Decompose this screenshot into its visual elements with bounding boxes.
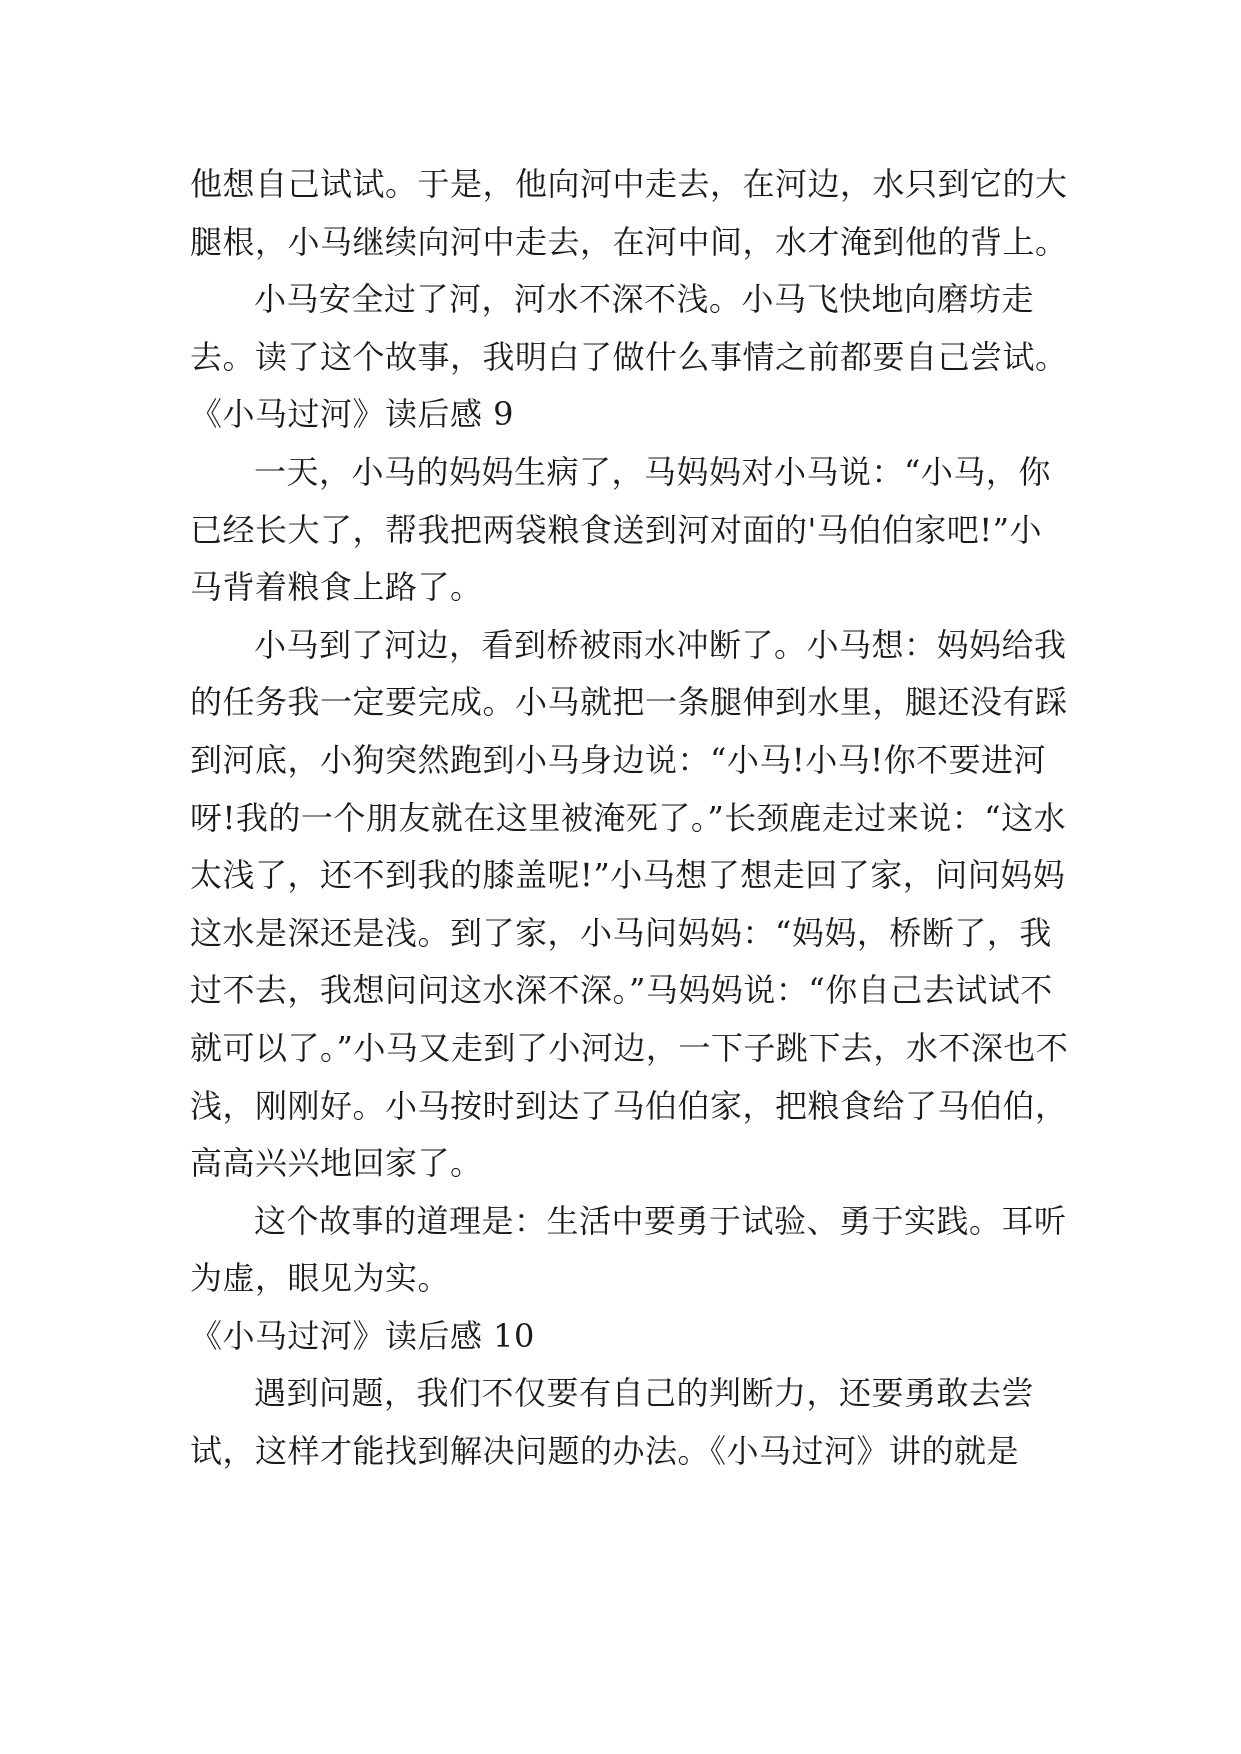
paragraph: 遇到问题，我们不仅要有自己的判断力，还要勇敢去尝试，这样才能找到解决问题的办法。《小马过河》讲的就是 (190, 1374, 1035, 1471)
paragraph: 一天，小马的妈妈生病了，马妈妈对小马说：“小马，你已经长大了，帮我把两袋粮食送到河对面的'马伯伯家吧!”小马背着粮食上路了。 (190, 452, 1051, 607)
document-body (190, 156, 1070, 1481)
section-heading: 《小马过河》读后感 9 (190, 395, 515, 434)
paragraph: 小马安全过了河，河水不深不浅。小马飞快地向磨坊走去。读了这个故事，我明白了做什么事情之前都要自己尝试。 (190, 280, 1068, 376)
section-heading: 《小马过河》读后感 10 (190, 1316, 535, 1355)
paragraph: 小马到了河边，看到桥被雨水冲断了。小马想：妈妈给我的任务我一定要完成。小马就把一条腿伸到水里，腿还没有踩到河底，小狗突然跑到小马身边说：“小马!小马!你不要进河呀!我的一个朋友就在这里被淹死了。”长颈鹿走过来说：“这水太浅了，还不到我的膝盖呢!”小马想了想走回了家，问问妈妈这水是深还是浅。到了家，小马问妈妈：“妈妈，桥断了，我过不去，我想问问这水深不深。”马妈妈说：“你自己去试试不就可以了。”小马又走到了小河边，一下子跳下去，水不深也不浅，刚刚好。小马按时到达了马伯伯家，把粮食给了马伯伯，高高兴兴地回家了。 (190, 625, 1069, 1183)
paragraph-continued: 他想自己试试。于是，他向河中走去，在河边，水只到它的大腿根，小马继续向河中走去，在河中间，水才淹到他的背上。 (190, 165, 1068, 261)
paragraph: 这个故事的道理是：生活中要勇于试验、勇于实践。耳听为虚，眼见为实。 (190, 1201, 1067, 1298)
